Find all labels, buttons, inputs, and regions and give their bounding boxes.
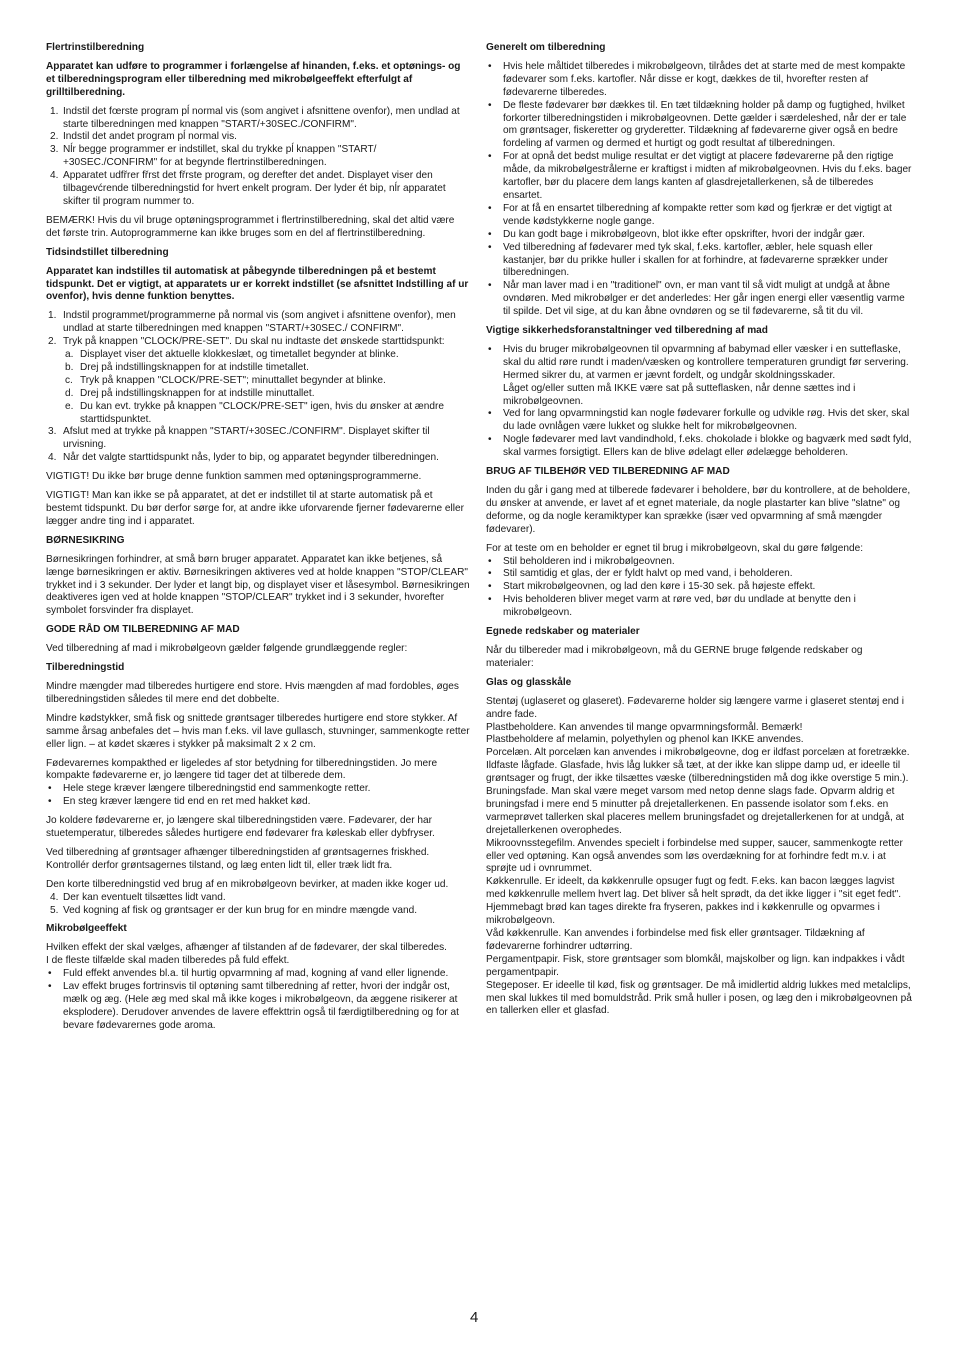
list-item: 1. Indstil det fœrste program pĺ normal vis (som angivet i afsnittene ovenfor), men undlad at starte tilberedningen med knappen "START/+30SEC./CONFIRM". [50,105,460,130]
paragraph: Mindre mængder mad tilberedes hurtigere end store. Hvis mængden af mad fordobles, øges tilberedningstiden således til mere end det dobbelte. [46,680,459,705]
bullet-list [46,783,470,809]
heading-generelt: Generelt om tilberedning [486,42,606,53]
heading-tidsindstillet: Tidsindstillet tilberedning [46,246,169,258]
material-line: Pergamentpapir. Fisk, store grøntsager som blomkål, majskolber og lign. kan indpakkes i vådt pergamentpapir. [486,953,905,978]
bullet-list [486,556,912,621]
list-item: 2. Tryk på knappen "CLOCK/PRE-SET". Du skal nu indtaste det ønskede starttidspunkt: a. Displayet viser det aktuelle klokkeslæt, og timetallet begynder at blinke. b. Drej på indstillingsknappen for at indstille timetallet. c. Tryk på knappen "CLOCK/PRE-SET"; minuttallet begynder at blinke. d. Drej på indstillingsknappen for at indstille minuttallet. e. Du kan evt. trykke på knappen "CLOCK/PRE-SET" igen, hvis du ønsker at ændre starttidspunktet. [46,336,470,426]
warning-2: VIGTIGT! Man kan ikke se på apparatet, at det er indstillet til at starte automatisk på et bestemt tidspunkt. Du bør derfor sørge for, at andre ikke uforvarende fjerner fødevarerne eller lægger andre ting ind i apparatet. [46,490,464,527]
paragraph: Mindre kødstykker, små fisk og snittede grøntsager tilberedes hurtigere end store stykker. Af samme årsag anbefales det – hvis man f.eks. vil lave gullasch, stuvninger, sammenkogte retter eller lign. – at kødet skæres i stykker på maksimalt 2 x 2 cm. [46,712,470,750]
flertrins-note: BEMÆRK! Hvis du vil bruge optøningsprogrammet i flertrinstilberedning, skal det altid være det første trin. Autoprogrammerne kan ikke bruges som en del af flertrinstilberedning. [46,214,455,239]
material-line: Køkkenrulle. Er ideelt, da køkkenrulle opsuger fugt og fedt. F.eks. kan bacon lægges lagvist med køkkenrulle mellem hvert lag. Det bliver så helt sprødt, da det ikke ligger i "sit eget fedt". Hjemmebagt brød kan tages direkte fra fryseren, pakkes ind i køkkenrulle og opvarmes i mikrobølgeovn. [486,876,902,927]
heading-tilbehoer: BRUG AF TILBEHØR VED TILBEREDNING AF MAD [486,466,730,478]
list-item: 4. Der kan eventuelt tilsættes lidt vand. [50,891,226,903]
paragraph: Når du tilbereder mad i mikrobølgeovn, må du GERNE bruge følgende redskaber og materialer: [486,644,863,669]
list-item: • Hvis du bruger mikrobølgeovnen til opvarmning af babymad eller væsker i en sutteflaske, skal du altid røre rundt i maden/væsken og kontrollere temperaturen grundigt før servering. Hermed sikrer du, at varmen er jævnt fordelt, og undgår skoldningsskader. Låget og/eller sutten må IKKE være sat på sutteflasken, når denne sættes ind i mikrobølgeovnen. [488,343,909,407]
heading-mikroboelgeeffekt: Mikrobølgeeffekt [46,923,127,935]
list-item: • Du kan godt bage i mikrobølgeovn, blot ikke efter opskrifter, hvori der indgår gær. [488,228,865,240]
material-line: Plastbeholdere. Kan anvendes til mange opvarmningsformål. Bemærk! [486,721,803,733]
tidsindstillet-steps [46,310,470,465]
list-item: • De fleste fødevarer bør dækkes til. En tæt tildækning holder på damp og fugtighed, hvilket forkorter tilberedningstiden i mikrobølgeovnen. Dette gælder i særdeleshed, når der er tale om grøntsager, fiskeretter og gryderetter. Tildækning af fødevarerne giver også en bedre fordeling af varmen og dermed et hurtigt og godt resultat af tilberedningen. [488,99,907,150]
heading-tilberedningstid: Tilberedningstid [46,662,125,674]
heading-gode-raad: GODE RÅD OM TILBEREDNING AF MAD [46,624,240,636]
bullet-list [486,344,912,460]
heading-sikkerhed: Vigtige sikkerhedsforanstaltninger ved tilberedning af mad [486,325,768,337]
flertrins-steps [46,106,470,209]
list-item: b. Drej på indstillingsknappen for at indstille timetallet. [65,361,309,373]
list-item: 2. Indstil det andet program pĺ normal vis. [50,131,237,143]
list-item: e. Du kan evt. trykke på knappen "CLOCK/PRE-SET" igen, hvis du ønsker at ændre starttidspunktet. [65,400,444,425]
list-item: • Hvis beholderen bliver meget varm at røre ved, bør du undlade at benytte den i mikrobølgeovn. [488,594,856,619]
paragraph: Ved tilberedning af grøntsager afhænger tilberedningstiden af grøntsagernes friskhed. Kontrollér derfor grøntsagernes tilstand, og læg enten lidt til, eller træk lidt fra. [46,846,430,871]
heading-redskaber: Egnede redskaber og materialer [486,626,640,638]
list-item: • Lav effekt bruges fortrinsvis til optøning samt tilberedning af retter, hvori der indgår ost, mælk og æg. (Hele æg med skal må ikke koges i mikrobølgeovn, da æggene risikerer at eksplodere). Derudover anvendes de lavere effekttrin også til færdigtilberedning og for at bevare fødevarernes gode aroma. [48,981,459,1031]
list-item: • For at opnå det bedst mulige resultat er det vigtigt at placere fødevarerne på den rigtige måde, da mikrobølgestrålerne er kraftigst i midten af mikrobølgeovnen. Hvis du f.eks. bager kartofler, bør du placere dem langs kanten af glasdrejetallerkenen, så de tilberedes ensartet. [488,151,912,201]
sub-steps [63,349,470,426]
material-line: Porcelæn. Alt porcelæn kan anvendes i mikrobølgeovne, dog er ildfast porcelæn at foretrække. [486,747,910,759]
boernesikring-text: Børnesikringen forhindrer, at små børn bruger apparatet. Apparatet kan ikke betjenes, så længe børnesikringen er aktiv. Børnesikringen aktiveres ved at holde knappen "STOP/CLEAR" trykket ind i 3 sekunder. Der lyder et langt bip, og displayet viser et låsesymbol. Børnesikringen deaktiveres igen ved at holde knappen "STOP/CLEAR" trykket ind i 3 sekunder, hvorefter symbolet forsvinder fra displayet. [46,553,470,617]
list-item: • Hele stege kræver længere tilberedningstid end sammenkogte retter. [48,783,371,795]
bullet-list [486,61,912,319]
warning-1: VIGTIGT! Du ikke bør bruge denne funktion sammen med optøningsprogrammerne. [46,471,422,483]
list-item: • Når man laver mad i en "traditionel" ovn, er man vant til så vidt muligt at undgå at åbne ovndøren. Med mikrobølger er det anderledes: Her går ingen energi eller væsentlig varme til spilde. Det vil sige, at du kan åbne ovndøren og se til fødevarerne, så tit du vil. [488,280,905,318]
list-item: 1. Indstil programmet/programmerne på normal vis (som angivet i afsnittene ovenfor), men undlad at starte tilberedningen med knappen "START/+30SEC./ CONFIRM". [48,310,456,335]
material-line: Mikroovnsstegefilm. Anvendes specielt i forbindelse med supper, saucer, sammenkogte retter eller ved optøning. Kan også anvendes som løs overdækning for at forhindre fedt m.v. i at sprøjte ud i ovnrummet. [486,837,903,875]
material-line: Stentøj (uglaseret og glaseret). Fødevarerne holder sig længere varme i glaseret stentøj end i andre fade. [486,695,904,720]
material-line: Bruningsfade. Man skal være meget varsom med netop denne slags fade. Opvarm aldrig et bruningsfad i mere end 5 minutter på drejetallerkenen. En passende isolator som f.eks. en varmeprøvet tallerken skal placeres mellem bruningsfadet og drejetallerkenen for at undgå, at drejetallerkenen overophedes. [486,786,904,836]
list-item: • For at få en ensartet tilberedning af kompakte retter som kød og fjerkræ er det vigtigt at vende kødstykkerne nogle gange. [488,202,892,227]
right-column [486,42,912,1018]
list-item: 3. Nĺr begge programmer er indstillet, skal du trykke pĺ knappen "START/ +30SEC./CONFIRM" for at begynde flertrinstilberedningen. [50,144,377,169]
heading-glas: Glas og glasskåle [486,676,572,688]
list-item: 4. Apparatet udfřrer fřrst det fřrste program, og derefter det andet. Displayet viser den tilbagevćrende tilberedningstid for hvert enkelt program. Der lyder ét bip, nĺr apparatet skifter til program nummer to. [50,170,446,207]
list-item: • Hvis hele måltidet tilberedes i mikrobølgeovn, tilrådes det at starte med de mest kompakte fødevarer som f.eks. kartofler. Når disse er kogt, dækkes de til, hvorefter resten af fødevarerne tilberedes. [488,60,906,98]
paragraph: Den korte tilberedningstid ved brug af en mikrobølgeovn bevirker, at maden ikke koger ud. [46,878,449,890]
list-item: • En steg kræver længere tid end en ret med hakket kød. [48,796,311,808]
list-item: 5. Ved kogning af fisk og grøntsager er der kun brug for en mindre mængde vand. [50,904,418,916]
paragraph: Jo koldere fødevarerne er, jo længere skal tilberedningstiden være. Fødevarer, der har stuetemperatur, tilberedes således hurtigere end fødevarer fra køleskab eller dybfryser. [46,815,435,840]
paragraph: Inden du går i gang med at tilberede fødevarer i beholdere, bør du kontrollere, at de beholdere, du ønsker at anvende, er lavet af et egnet materiale, da nogle plastarter kan blive "slatne" og deforme, og da nogle keramiktyper kan sprække (især ved opvarmning af små mængder fødevarer). [486,485,911,535]
paragraph: For at teste om en beholder er egnet til brug i mikrobølgeovn, skal du gøre følgende: [486,542,864,554]
list-item: • Nogle fødevarer med lavt vandindhold, f.eks. chokolade i blokke og bagværk med sødt fyld, skal varmes forsigtigt. Ellers kan de blive ødelagt eller ødelægge beholderen. [488,434,912,459]
list-item: • Ved tilberedning af fødevarer med tyk skal, f.eks. kartofler, æbler, hele squash eller kastanjer, bør du prikke huller i skallen for at forhindre, at fødevarerne sprækker under tilberedningen. [488,241,888,279]
material-line: Ildfaste lågfade. Glasfade, hvis låg lukker så tæt, at der ikke kan slippe damp ud, er ideelle til grøntsager og frugt, der ikke tilsættes væske (tilberedningstiden må dog ikke overstige 5 min.). [486,760,909,785]
list-item: • Fuld effekt anvendes bl.a. til hurtig opvarmning af mad, kogning af vand eller lignende. [48,968,449,980]
heading-boernesikring: BØRNESIKRING [46,534,125,546]
list-item: • Stil samtidig et glas, der er fyldt halvt op med vand, i beholderen. [488,568,793,580]
flertrins-intro: Apparatet kan udføre to programmer i forlængelse af hinanden, f.eks. et optønings- og et tilberedningsprogram eller tilberedning med mikrobølgeeffekt efterfulgt af grilltilberedning. [46,60,461,98]
list-item: c. Tryk på knappen "CLOCK/PRE-SET"; minuttallet begynder at blinke. [65,374,386,386]
heading-flertrins: Flertrinstilberedning [46,42,145,53]
paragraph: Fødevarernes kompakthed er ligeledes af stor betydning for tilberedningstiden. Jo mere kompakte fødevarerne er, jo længere tid tager det at tilberede dem. [46,757,438,782]
material-line: Plastbeholdere af melamin, polyethylen og phenol kan IKKE anvendes. [486,734,804,746]
list-item: • Stil beholderen ind i mikrobølgeovnen. [488,555,675,567]
paragraph: I de fleste tilfælde skal maden tilberedes på fuld effekt. [46,955,290,967]
list-item: • Ved for lang opvarmningstid kan nogle fødevarer forkulle og udvikle røg. Hvis det sker, skal du lade ovnlågen være lukket og slukke helt for mikrobølgeovnen. [488,408,910,433]
list-item: d. Drej på indstillingsknappen for at indstille minuttallet. [65,387,315,399]
list-item: 3. Afslut med at trykke på knappen "START/+30SEC./CONFIRM". Displayet skifter til urvisning. [48,426,430,451]
tidsindstillet-intro: Apparatet kan indstilles til automatisk at påbegynde tilberedningen på et bestemt tidspunkt. Det er vigtigt, at apparatets ur er korrekt indstillet (se afsnittet Indstilling af ur ovenfor), hvis denne funktion benyttes. [46,265,469,303]
left-column [46,42,470,1033]
list-item: • Start mikrobølgeovnen, og lad den køre i 15-30 sek. på højeste effekt. [488,581,816,593]
list-item: a. Displayet viser det aktuelle klokkeslæt, og timetallet begynder at blinke. [65,349,399,361]
list-item: 4. Når det valgte starttidspunkt nås, lyder to bip, og apparatet begynder tilberedningen. [48,452,439,464]
bullet-list [46,968,470,1033]
gode-raad-text: Ved tilberedning af mad i mikrobølgeovn gælder følgende grundlæggende regler: [46,643,408,655]
paragraph: Hvilken effekt der skal vælges, afhænger af tilstanden af de fødevarer, der skal tilberedes. [46,942,447,954]
page-number: 4 [470,1309,479,1326]
material-line: Stegeposer. Er ideelle til kød, fisk og grøntsager. De må imidlertid aldrig lukkes med metalclips, men skal lukkes til med bomuldstråd. Prik små huller i posen, og læg den i mikrobølgeovnen på en tallerken eller et glasfad. [486,979,912,1017]
numbered-list [46,892,470,918]
material-line: Våd køkkenrulle. Kan anvendes i forbindelse med fisk eller grøntsager. Tildækning af fødevarerne forhindrer udtørring. [486,928,865,952]
